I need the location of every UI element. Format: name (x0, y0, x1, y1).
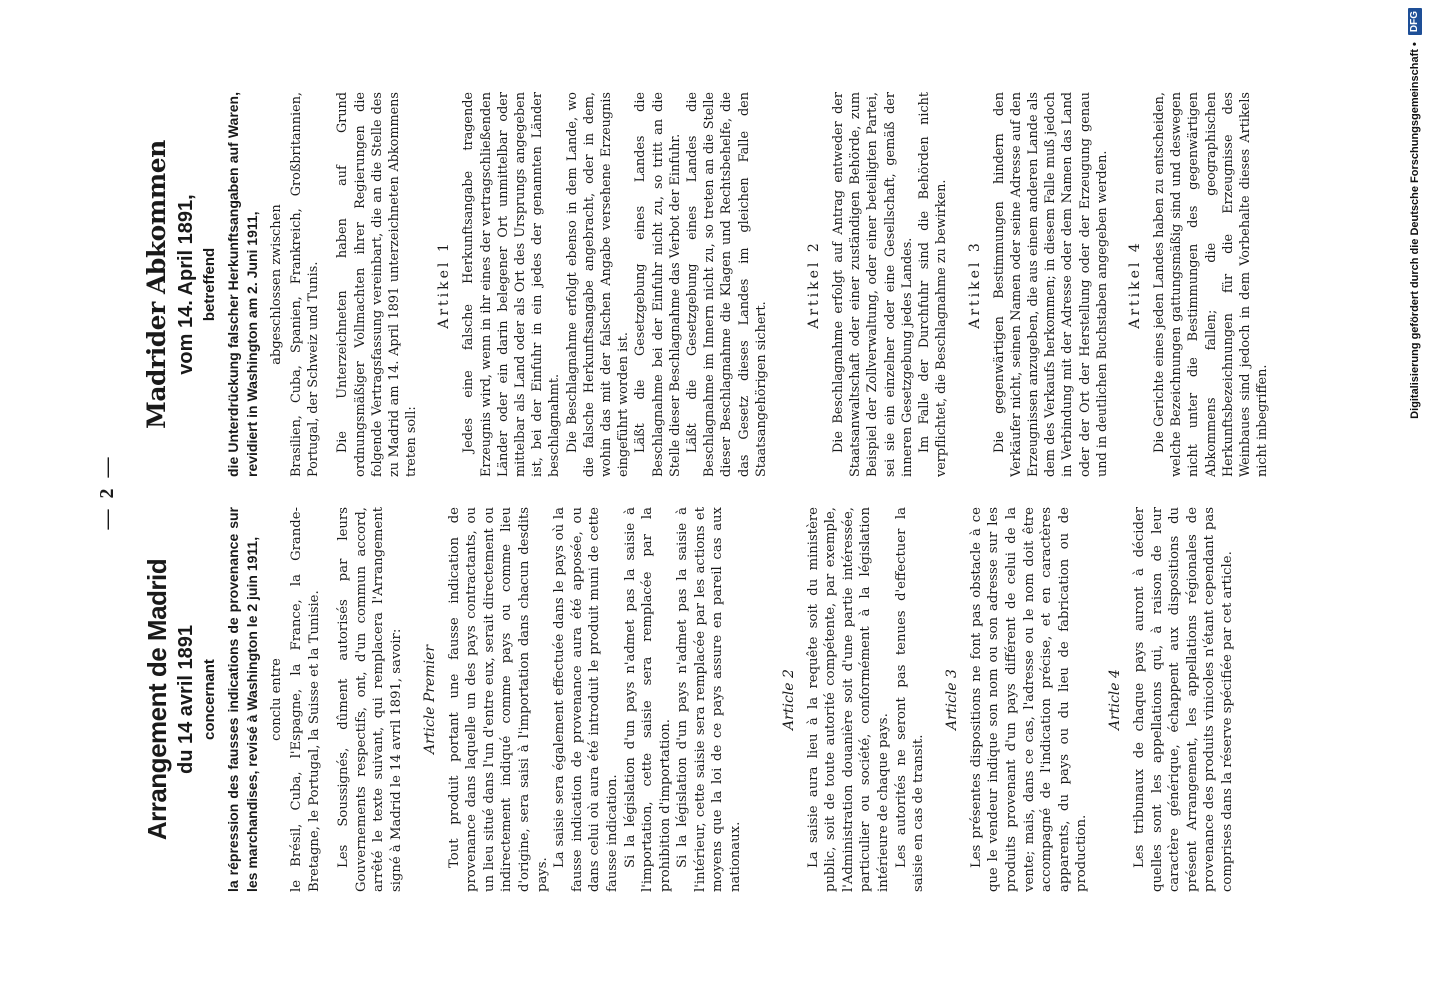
german-concluded-between: abgeschlossen zwischen (269, 204, 284, 365)
article-heading: Article 3 (943, 669, 960, 730)
page-number-header: — 2 — (96, 454, 118, 530)
article-paragraph: Jedes eine falsche Herkunftsangabe tragende Erzeugnis wird, wenn in ihr eines der vertragschließenden Länder oder ein darin belegener Ort unmittelbar oder mittelbar als Land oder als Ort des Ursprungs angegeben ist, bei der Einfuhr in ein jedes der genannten Länder beschlagnahmt. (461, 92, 563, 477)
dfg-logo-icon: DFG (1408, 8, 1422, 35)
french-concernant: concernant (201, 659, 218, 740)
page-content (96, 92, 1326, 892)
article-paragraph: Läßt die Gesetzgebung eines Landes die Beschlagnahme bei der Einfuhr nicht zu, so tritt an die Stelle dieser Beschlagnahme das Verbot der Einfuhr. (633, 92, 683, 477)
article-paragraph: Si la législation d'un pays n'admet pas la saisie à l'intérieur, cette saisie sera remplacée par les actions et moyens que la loi de ce pays assure en pareil cas aux nationaux. (675, 507, 744, 892)
french-date: du 14 avril 1891 (175, 625, 197, 774)
digitization-credit (1404, 8, 1426, 992)
french-column (142, 507, 1322, 892)
article-paragraph: Die Gerichte eines jeden Landes haben zu entscheiden, welche Bezeichnungen gattungsmäßig sind und deswegen nicht unter die Bestimmungen des gegenwärtigen Abkommens fallen; die geographischen Herkunftsbezeichnungen für die Erzeugnisse des Weinbaues sind jedoch in dem Vorbehalte dieses Artikels nicht inbegriffen. (1151, 92, 1271, 477)
digitization-credit-text: Digitalisierung gefördert durch die Deutsche Forschungsgemeinschaft • (1409, 42, 1421, 419)
french-article-2 (779, 507, 928, 892)
article-heading: Artikel 3 (966, 240, 983, 329)
article-paragraph: Si la législation d'un pays n'admet pas la saisie à l'importation, cette saisie sera remplacée par la prohibition d'importation. (622, 507, 673, 892)
article-heading: Article 4 (1106, 669, 1123, 730)
french-title: Arrangement de Madrid (142, 558, 172, 841)
german-column (142, 92, 1322, 477)
article-heading: Article 2 (780, 669, 797, 730)
french-countries: le Brésil, Cuba, l'Espagne, la France, la Grande-Bretagne, le Portugal, la Suisse et la Tunisie. (289, 507, 322, 892)
french-concluded-between: conclu entre (269, 658, 284, 741)
article-paragraph: Die Beschlagnahme erfolgt auf Antrag entweder der Staatsanwaltschaft oder einer zuständigen Behörde, zum Beispiel der Zollverwaltung, oder einer beteiligten Partei, sei sie ein einzelner oder eine Gesellschaft, gemäß der inneren Gesetzgebung jedes Landes. (831, 92, 915, 477)
german-subject: die Unterdrückung falscher Herkunftsangaben auf Waren, revidiert in Washington am 2. Juni 1911, (225, 92, 260, 477)
german-article-4 (1125, 92, 1271, 477)
german-countries: Brasilien, Cuba, Spanien, Frankreich, Großbritannien, Portugal, der Schweiz und Tunis. (289, 92, 322, 477)
german-date: vom 14. April 1891, (175, 194, 197, 375)
article-heading: Artikel 1 (436, 240, 453, 329)
article-paragraph: Im Falle der Durchfuhr sind die Behörden nicht verpflichtet, die Beschlagnahme zu bewirken. (917, 92, 950, 477)
german-betreffend: betreffend (201, 247, 218, 322)
french-subject: la répression des fausses indications de provenance sur les marchandises, revisé à Washington le 2 juin 1911, (225, 507, 260, 892)
article-paragraph: Les autorités ne seront pas tenues d'effectuer la saisie en cas de transit. (893, 507, 927, 892)
german-article-3 (965, 92, 1111, 477)
article-paragraph: La saisie aura lieu à la requête soit du ministère public, soit de toute autorité compétente, par exemple, l'Administration douanière soit d'une partie intéressée, particulier ou société, conformément à la législation intérieure de chaque pays. (805, 507, 892, 892)
article-paragraph: Les tribunaux de chaque pays auront à décider quelles sont les appellations qui, à raison de leur caractère générique, échappent aux dispositions du présent Arrangement, les appellations régionales de provenance des produits vinicoles n'étant cependant pas comprises dans la réserve spécifiée par cet article. (1131, 507, 1235, 892)
french-article-4 (1105, 507, 1237, 892)
article-paragraph: La saisie sera également effectuée dans le pays où la fausse indication de provenance aura été apposée, ou dans celui où aura été introduit le produit muni de cette fausse indication. (552, 507, 620, 892)
article-paragraph: Die Beschlagnahme erfolgt ebenso in dem Lande, wo die falsche Herkunftsangabe angebracht, oder in dem, wohin das mit der falschen Angabe versehene Erzeugnis eingeführt worden ist. (564, 92, 632, 477)
article-paragraph: Die gegenwärtigen Bestimmungen hindern den Verkäufer nicht, seinen Namen oder seine Adresse auf den Erzeugnissen anzugeben, die aus einem anderen Lande als dem des Verkaufs herkommen; in diesem Falle muß jedoch in Verbindung mit der Adresse oder dem Namen das Land oder der Ort der Herstellung oder der Erzeugung genau und in deutlichen Buchstaben angegeben werden. (991, 92, 1110, 477)
german-article-1 (434, 92, 770, 477)
article-paragraph: Les présentes dispositions ne font pas obstacle à ce que le vendeur indique son nom ou son adresse sur les produits provenant d'un pays différent de celui de la vente; mais, dans ce cas, l'adresse ou le nom doit être accompagné de l'indication précise, et en caractères apparents, du pays ou du lieu de fabrication ou de production. (968, 507, 1090, 892)
french-article-1 (420, 507, 745, 892)
article-paragraph: Tout produit portant une fausse indication de provenance dans laquelle un des pays contractants, ou un lieu situé dans l'un d'entre eux, serait directement ou indirectement indiqué comme pays ou comme lieu d'origine, sera saisi à l'importation dans chacun desdits pays. (446, 507, 550, 892)
french-preamble: Les Soussignés, dûment autorisés par leurs Gouvernements respectifs, ont, d'un commun accord, arrêté le texte suivant, qui remplacera l'Arrangement signé à Madrid le 14 avril 1891, savoir: (336, 507, 404, 892)
german-preamble: Die Unterzeichneten haben auf Grund ordnungsmäßiger Vollmachten ihrer Regierungen die folgende Vertragsfassung vereinbart, die an die Stelle des zu Madrid am 14. April 1891 unterzeichneten Abkommens treten soll: (335, 92, 420, 477)
article-heading: Artikel 2 (806, 240, 823, 329)
article-heading: Artikel 4 (1126, 240, 1143, 329)
german-title: Madrider Abkommen (142, 140, 171, 429)
article-heading: Article Premier (421, 644, 438, 755)
german-article-2 (804, 92, 950, 477)
article-paragraph: Läßt die Gesetzgebung eines Landes die Beschlagnahme im Innern nicht zu, so treten an die Stelle dieser Beschlagnahme die Klagen und Rechtsbehelfe, die das Gesetz dieses Landes im gleichen Falle den Staatsangehörigen sichert. (685, 92, 769, 477)
french-article-3 (942, 507, 1091, 892)
